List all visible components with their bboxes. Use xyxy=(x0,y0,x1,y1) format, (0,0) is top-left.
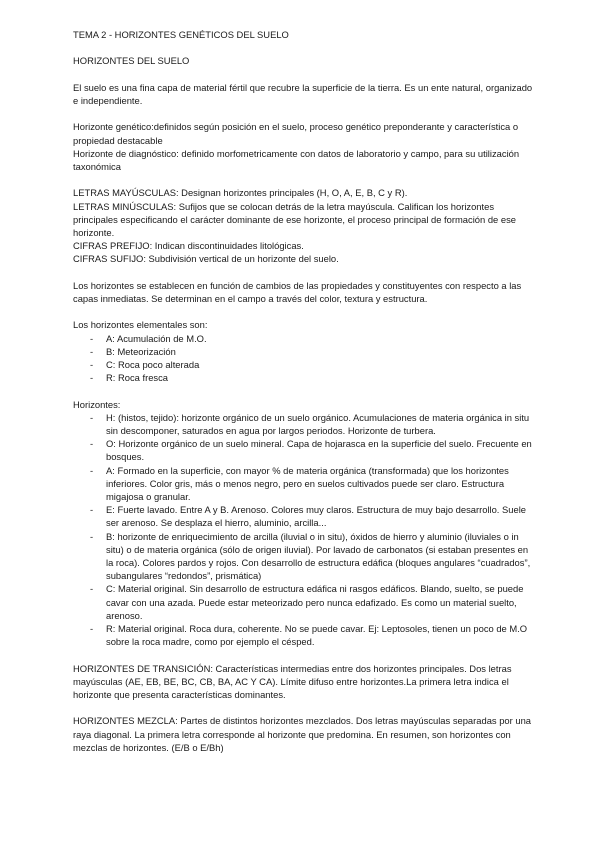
list-item: - R: Roca fresca xyxy=(90,372,168,384)
horizons-heading: Horizontes: xyxy=(73,398,121,410)
horizons-list xyxy=(73,411,533,649)
list-item: - C: Roca poco alterada xyxy=(90,358,200,370)
establishment-paragraph: Los horizontes se establecen en función de cambios de las propiedades y constituyentes con respecto a las capas inmediatas. Se determinan en el campo a través del color, textura y estructura. xyxy=(73,279,522,304)
list-item: - O: Horizonte orgánico de un suelo mineral. Capa de hojarasca en la superficie del suelo. Frecuente en bosques. xyxy=(90,438,532,463)
nomenclature-uppercase: LETRAS MAYÚSCULAS: Designan horizontes principales (H, O, A, E, B, C y R). xyxy=(73,187,408,199)
section-title: HORIZONTES DEL SUELO xyxy=(73,55,190,67)
list-item: - B: horizonte de enriquecimiento de arcilla (iluvial o in situ), óxidos de hierro y aluminio (iluviales o in situ) o de materia orgánica (sólo de origen iluvial). Por lavado de carbonatos (si estaban presentes en la roca). Colores pardos y rojos. Con desarrollo de estructura edáfica (bloques angulares “cuadrados”, subangulares “redondos”, prismática) xyxy=(90,530,531,582)
elemental-list xyxy=(73,332,533,385)
nomenclature-suffix: CIFRAS SUFIJO: Subdivisión vertical de un horizonte del suelo. xyxy=(73,253,339,265)
list-item: - B: Meteorización xyxy=(90,345,176,357)
nomenclature-prefix: CIFRAS PREFIJO: Indican discontinuidades litológicas. xyxy=(73,240,304,252)
definition-diagnostic: Horizonte de diagnóstico: definido morfometricamente con datos de laboratorio y campo, para su utilización taxonómica xyxy=(73,147,520,172)
list-item: - A: Formado en la superficie, con mayor % de materia orgánica (transformada) que los horizontes inferiores. Color gris, más o menos negro, pero en suelos cultivados puede ser claro. Estructura migajosa o granular. xyxy=(90,464,509,502)
definition-genetic: Horizonte genético:definidos según posición en el suelo, proceso genético preponderante y característica o propiedad destacable xyxy=(73,121,519,146)
elemental-heading: Los horizontes elementales son: xyxy=(73,319,208,331)
list-item: - E: Fuerte lavado. Entre A y B. Arenoso. Colores muy claros. Estructura de muy bajo desarrollo. Suele ser arenoso. Se desplaza el hierro, aluminio, arcilla... xyxy=(90,504,526,529)
list-item: - C: Material original. Sin desarrollo de estructura edáfica ni rasgos edáficos. Blando, suelto, se puede cavar con una azada. Puede estar meteorizado pero nunca edafizado. Es como un material suelto, arenoso. xyxy=(90,583,524,621)
document-title: TEMA 2 - HORIZONTES GENÉTICOS DEL SUELO xyxy=(73,29,289,40)
intro-paragraph: El suelo es una fina capa de material fértil que recubre la superficie de la tierra. Es un ente natural, organizado e independiente. xyxy=(73,81,533,106)
list-item: - A: Acumulación de M.O. xyxy=(90,332,207,344)
page-content xyxy=(73,28,533,754)
list-item: - R: Material original. Roca dura, coherente. No se puede cavar. Ej: Leptosoles, tienen un poco de M.O sobre la roca madre, como por ejemplo el césped. xyxy=(90,623,528,648)
transition-paragraph: HORIZONTES DE TRANSICIÓN: Características intermedias entre dos horizontes principales. Dos letras mayúsculas (AE, EB, BE, BC, CB, BA, AC Y CA). Límite difuso entre horizontes.La primera letra indica el horizonte que presenta características dominantes. xyxy=(73,662,512,701)
nomenclature-lowercase: LETRAS MINÚSCULAS: Sufijos que se colocan detrás de la letra mayúscula. Califican los horizontes principales especificando el carácter dominante de ese horizonte, el proceso principal de formación de ese horizonte. xyxy=(73,200,516,238)
mixed-paragraph: HORIZONTES MEZCLA: Partes de distintos horizontes mezclados. Dos letras mayúsculas separadas por una raya diagonal. La primera letra corresponde al horizonte que predomina. En resumen, son horizontes con mezclas de horizontes. (E/B o E/Bh) xyxy=(73,715,531,753)
list-item: - H: (histos, tejido): horizonte orgánico de un suelo orgánico. Acumulaciones de materia orgánica in situ sin descomponer, saturados en agua por largos periodos. Horizonte de turbera. xyxy=(90,411,530,436)
